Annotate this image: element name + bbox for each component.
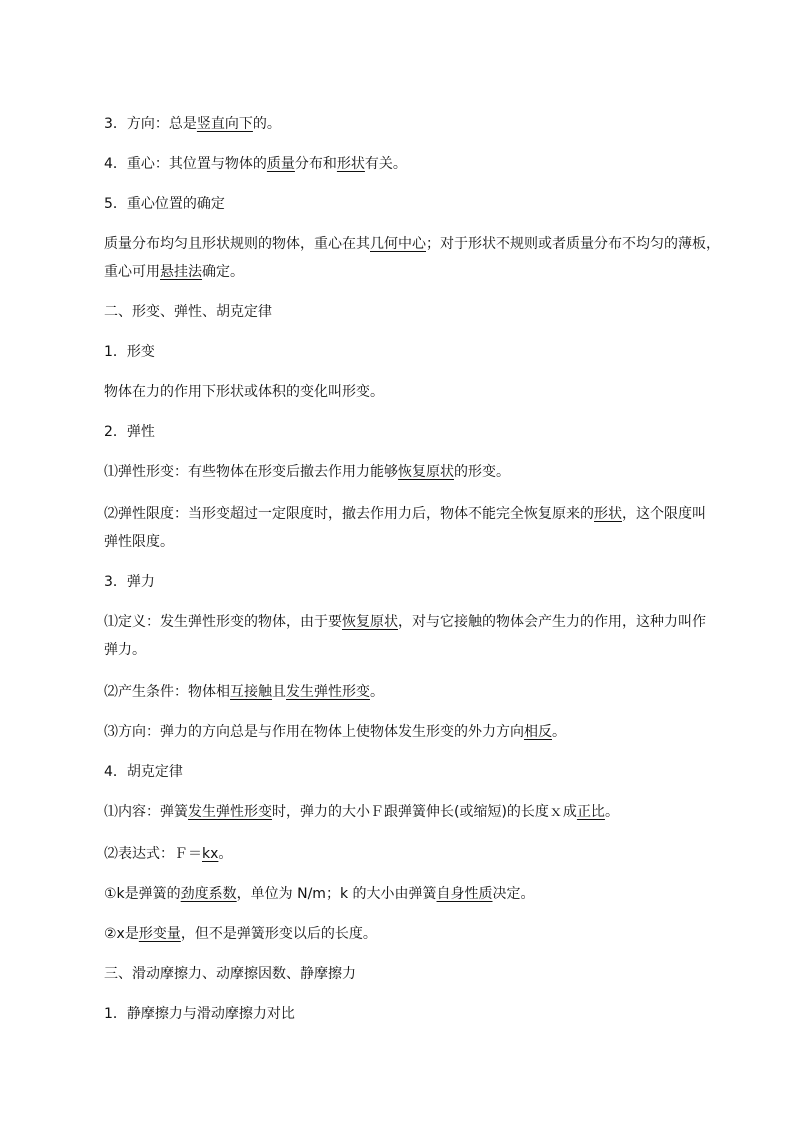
answer-blank: 形状 bbox=[336, 156, 365, 172]
text: 时，弹力的大小Ｆ跟弹簧伸长(或缩短)的长度ｘ成 bbox=[272, 804, 577, 820]
text: ⑶方向：弹力的方向总是与作用在物体上使物体发生形变的外力方向 bbox=[104, 724, 524, 740]
text: ⑴内容：弹簧 bbox=[104, 804, 188, 820]
line-deformation-amount bbox=[104, 920, 716, 948]
answer-blank: 正比 bbox=[576, 804, 605, 820]
line-center-of-gravity bbox=[104, 150, 716, 178]
text: 重心可用 bbox=[104, 264, 160, 280]
text: 三、滑动摩擦力、动摩擦因数、静摩擦力 bbox=[104, 966, 356, 982]
text: 二、形变、弹性、胡克定律 bbox=[104, 304, 272, 320]
text: 的形变。 bbox=[454, 464, 510, 480]
text: 弹力。 bbox=[104, 642, 146, 658]
text: 确定。 bbox=[202, 264, 244, 280]
text: 4．重心：其位置与物体的 bbox=[104, 156, 267, 172]
answer-blank: 几何中心 bbox=[370, 236, 426, 252]
answer-blank: 质量 bbox=[266, 156, 295, 172]
line-force-def-1 bbox=[104, 608, 716, 636]
text: ①k是弹簧的 bbox=[104, 886, 181, 902]
text: 1．静摩擦力与滑动摩擦力对比 bbox=[104, 1006, 295, 1022]
line-elastic-limit-2 bbox=[104, 528, 716, 556]
answer-blank: 相反 bbox=[524, 724, 552, 740]
text: ⑵产生条件：物体相 bbox=[104, 684, 230, 700]
line-elastic-deformation bbox=[104, 458, 716, 486]
section-heading-3 bbox=[104, 960, 716, 988]
answer-blank: 悬挂法 bbox=[160, 264, 202, 280]
answer-blank: kx bbox=[202, 846, 219, 862]
answer-blank: 劲度系数 bbox=[180, 886, 237, 902]
text: 决定。 bbox=[492, 886, 535, 902]
line-conditions bbox=[104, 678, 716, 706]
text: 物体在力的作用下形状或体积的变化叫形变。 bbox=[104, 384, 384, 400]
text: 2．弹性 bbox=[104, 424, 155, 440]
answer-blank: 形变量 bbox=[138, 926, 181, 942]
text: 有关。 bbox=[364, 156, 407, 172]
text: 。 bbox=[218, 846, 233, 862]
answer-blank: 互接触 bbox=[230, 684, 272, 700]
text: 1．形变 bbox=[104, 344, 155, 360]
text: 。 bbox=[604, 804, 619, 820]
line-deformation-def bbox=[104, 378, 716, 406]
text: 。 bbox=[370, 684, 384, 700]
answer-blank: 形状 bbox=[594, 506, 622, 522]
section-heading-2 bbox=[104, 298, 716, 326]
answer-blank: 自身性质 bbox=[436, 886, 493, 902]
line-elastic-limit-1 bbox=[104, 500, 716, 528]
line-elastic-force bbox=[104, 568, 716, 596]
line-elasticity bbox=[104, 418, 716, 446]
line-friction-compare bbox=[104, 1000, 716, 1028]
answer-blank: 恢复原状 bbox=[398, 464, 454, 480]
line-cg-desc-1 bbox=[104, 230, 720, 258]
text: ，对与它接触的物体会产生力的作用，这种力叫作 bbox=[398, 614, 706, 630]
text: 。 bbox=[552, 724, 566, 740]
answer-blank: 竖直向下 bbox=[196, 116, 253, 132]
text: 的。 bbox=[252, 116, 281, 132]
text: ⑵表达式：Ｆ＝ bbox=[104, 846, 202, 862]
line-formula bbox=[104, 840, 716, 868]
line-cg-desc-2 bbox=[104, 258, 716, 286]
text: 5．重心位置的确定 bbox=[104, 196, 225, 212]
text: 质量分布均匀且形状规则的物体，重心在其 bbox=[104, 236, 370, 252]
line-direction bbox=[104, 110, 716, 138]
text: ⑴定义：发生弹性形变的物体，由于要 bbox=[104, 614, 342, 630]
line-hooke-content bbox=[104, 798, 716, 826]
line-stiffness bbox=[104, 880, 716, 908]
text: 3．方向：总是 bbox=[104, 116, 197, 132]
text: ，单位为 N/m；k 的大小由弹簧 bbox=[236, 886, 437, 902]
text: ⑵弹性限度：当形变超过一定限度时，撤去作用力后，物体不能完全恢复原来的 bbox=[104, 506, 594, 522]
text: ②x是 bbox=[104, 926, 139, 942]
text: ；对于形状不规则或者质量分布不均匀的薄板， bbox=[426, 236, 720, 252]
text: 分布和 bbox=[294, 156, 337, 172]
line-force-def-2 bbox=[104, 636, 716, 664]
text: ，但不是弹簧形变以后的长度。 bbox=[180, 926, 377, 942]
line-force-direction bbox=[104, 718, 716, 746]
answer-blank: 发生弹性形变 bbox=[286, 684, 370, 700]
text: ，这个限度叫 bbox=[622, 506, 706, 522]
line-hooke bbox=[104, 758, 716, 786]
line-cg-position bbox=[104, 190, 716, 218]
text: ⑴弹性形变：有些物体在形变后撤去作用力能够 bbox=[104, 464, 398, 480]
line-deformation bbox=[104, 338, 716, 366]
answer-blank: 发生弹性形变 bbox=[188, 804, 272, 820]
text: 4．胡克定律 bbox=[104, 764, 183, 780]
text: 且 bbox=[272, 684, 286, 700]
text: 弹性限度。 bbox=[104, 534, 174, 550]
answer-blank: 恢复原状 bbox=[342, 614, 398, 630]
text: 3．弹力 bbox=[104, 574, 155, 590]
